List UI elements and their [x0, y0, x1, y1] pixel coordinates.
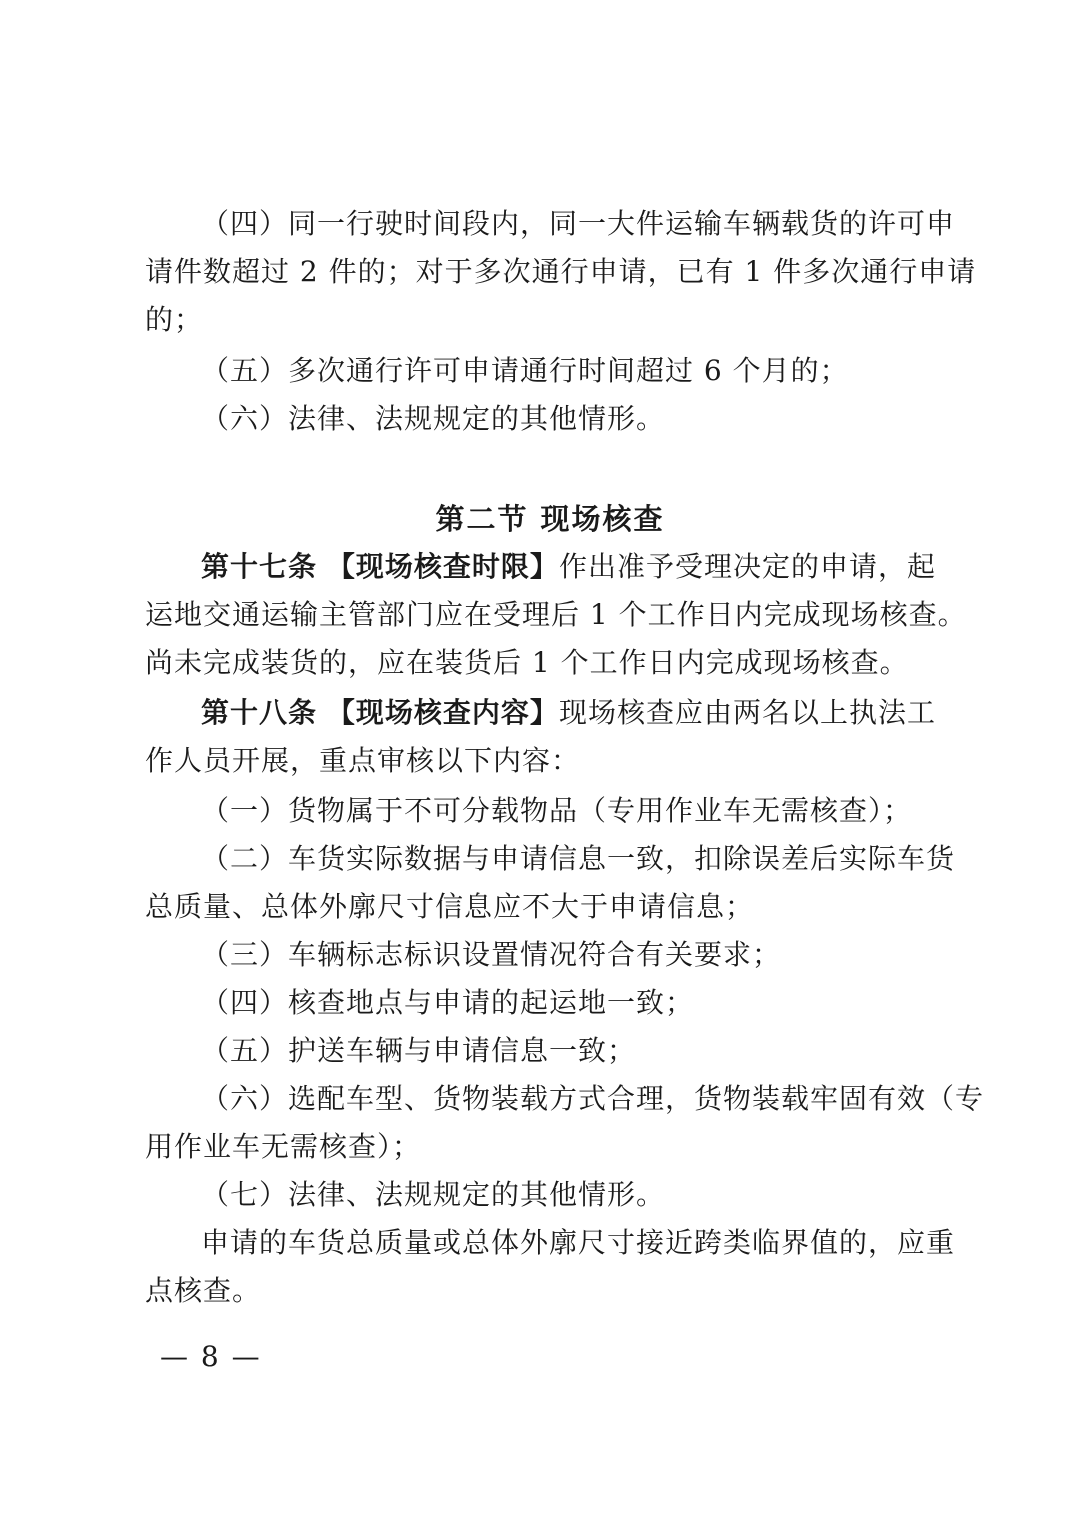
- item-4-paragraph: [145, 200, 977, 344]
- article-17-line-2: 运地交通运输主管部门应在受理后 1 个工作日内完成现场核查。: [145, 598, 967, 631]
- article-18-item-6-line-2: 用作业车无需核查）；: [145, 1130, 422, 1163]
- closing-line-2: 点核查。: [145, 1274, 262, 1307]
- article-18-item-2-line-2: 总质量、总体外廓尺寸信息应不大于申请信息；: [145, 890, 755, 923]
- article-17-line-1: [145, 543, 940, 591]
- article-18-item-6-line-1: （六）选配车型、货物装载方式合理，货物装载牢固有效（专: [201, 1082, 985, 1115]
- item-4-line-1: （四）同一行驶时间段内，同一大件运输车辆载货的许可申: [201, 207, 956, 240]
- article-18-line-1-rest: 现场核查应由两名以上执法工: [558, 696, 936, 729]
- article-18-line-1: [145, 689, 940, 737]
- article-18-items: [145, 787, 985, 1315]
- article-17-paragraph: [145, 543, 967, 687]
- article-18-item-7: （七）法律、法规规定的其他情形。: [201, 1178, 666, 1211]
- article-18-item-5: （五）护送车辆与申请信息一致；: [201, 1034, 637, 1067]
- article-18-item-3: （三）车辆标志标识设置情况符合有关要求；: [201, 938, 782, 971]
- article-18-number: 第十八条: [201, 696, 318, 729]
- item-5-paragraph: [145, 347, 940, 395]
- article-18-heading: 【现场核查内容】: [326, 696, 559, 729]
- page-number: — 8 —: [160, 1340, 262, 1373]
- article-17-line-1-rest: 作出准予受理决定的申请，起: [558, 550, 936, 583]
- item-4-line-2: 请件数超过 2 件的；对于多次通行申请，已有 1 件多次通行申请: [145, 255, 977, 288]
- article-17-number: 第十七条: [201, 550, 318, 583]
- article-17-heading: 【现场核查时限】: [326, 550, 559, 583]
- closing-line-1: 申请的车货总质量或总体外廓尺寸接近跨类临界值的，应重: [201, 1226, 956, 1259]
- item-4-line-3: 的；: [145, 303, 204, 336]
- item-6-paragraph: [145, 395, 940, 443]
- article-17-line-3: 尚未完成装货的，应在装货后 1 个工作日内完成现场核查。: [145, 646, 909, 679]
- item-6-line: （六）法律、法规规定的其他情形。: [201, 402, 666, 435]
- article-18-item-4: （四）核查地点与申请的起运地一致；: [201, 986, 695, 1019]
- item-5-line: （五）多次通行许可申请通行时间超过 6 个月的；: [201, 354, 849, 387]
- section-title: 第二节 现场核查: [435, 502, 665, 536]
- article-18-item-1: （一）货物属于不可分载物品（专用作业车无需核查）；: [201, 794, 913, 827]
- article-18-item-2-line-1: （二）车货实际数据与申请信息一致，扣除误差后实际车货: [201, 842, 956, 875]
- article-18-paragraph: [145, 689, 940, 785]
- article-18-line-2: 作人员开展，重点审核以下内容：: [145, 744, 581, 777]
